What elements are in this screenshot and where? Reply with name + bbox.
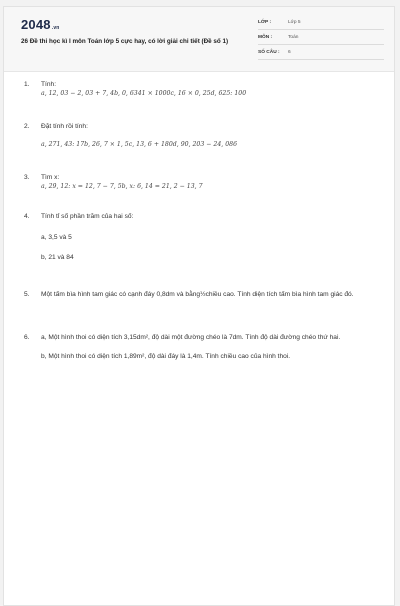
question-expression: a, 29, 12: x = 12, 7 − 7, 5b, x: 6, 14 = 21, 2 − 13, 7 bbox=[41, 182, 203, 190]
question-part-a: a, 3,5 và 5 bbox=[41, 233, 72, 241]
question-title: Tính tỉ số phần trăm của hai số: bbox=[41, 213, 134, 220]
question-4 bbox=[24, 213, 374, 263]
question-number: 1. bbox=[24, 81, 30, 88]
question-6 bbox=[24, 334, 379, 361]
question-title: Tính: bbox=[41, 81, 57, 88]
meta-value: Toán bbox=[288, 34, 299, 40]
question-title: Đặt tính rồi tính: bbox=[41, 123, 88, 130]
question-number: 4. bbox=[24, 213, 30, 220]
question-number: 6. bbox=[24, 334, 30, 341]
meta-row-subject bbox=[258, 30, 384, 45]
question-title: Tìm x: bbox=[41, 174, 60, 181]
question-3 bbox=[24, 174, 374, 191]
question-expression: a, 271, 43: 17b, 26, 7 × 1, 5c, 13, 6 + 180d, 90, 203 − 24, 086 bbox=[41, 140, 238, 148]
question-2 bbox=[24, 123, 374, 149]
question-number: 5. bbox=[24, 291, 30, 298]
question-5 bbox=[24, 291, 379, 300]
site-logo[interactable]: 2048.vn bbox=[21, 17, 60, 32]
question-part-b: b, Một hình thoi có diện tích 1,89m², độ dài đáy là 1,4m. Tính chiều cao của hình thoi. bbox=[41, 352, 291, 360]
document-header bbox=[4, 7, 394, 72]
document-page bbox=[3, 6, 395, 606]
meta-row-class bbox=[258, 15, 384, 30]
document-title: 26 Đề thi học kì I môn Toán lớp 5 cực hay, có lời giải chi tiết (Đề số 1) bbox=[21, 38, 229, 45]
meta-value: Lớp 5 bbox=[288, 19, 301, 25]
question-1 bbox=[24, 81, 374, 98]
meta-label: MÔN : bbox=[258, 34, 273, 40]
meta-label: LỚP : bbox=[258, 19, 272, 25]
meta-value: 6 bbox=[288, 49, 291, 55]
question-number: 3. bbox=[24, 174, 30, 181]
question-expression: a, 12, 03 − 2, 03 + 7, 4b, 0, 6341 × 1000c, 16 × 0, 25d, 625: 100 bbox=[41, 89, 247, 97]
question-part-b: b, 21 và 84 bbox=[41, 254, 74, 261]
meta-row-count bbox=[258, 45, 384, 60]
question-text: Một tấm bìa hình tam giác có cạnh đáy 0,8dm và bằng½chiều cao. Tính diện tích tấm bìa hình tam giác đó. bbox=[41, 291, 354, 298]
meta-table bbox=[258, 15, 384, 60]
question-part-a: a, Một hình thoi có diện tích 3,15dm², độ dài một đường chéo là 7dm. Tính độ dài đường chéo thứ hai. bbox=[41, 334, 341, 341]
question-number: 2. bbox=[24, 123, 30, 130]
meta-label: SỐ CÂU : bbox=[258, 49, 280, 55]
